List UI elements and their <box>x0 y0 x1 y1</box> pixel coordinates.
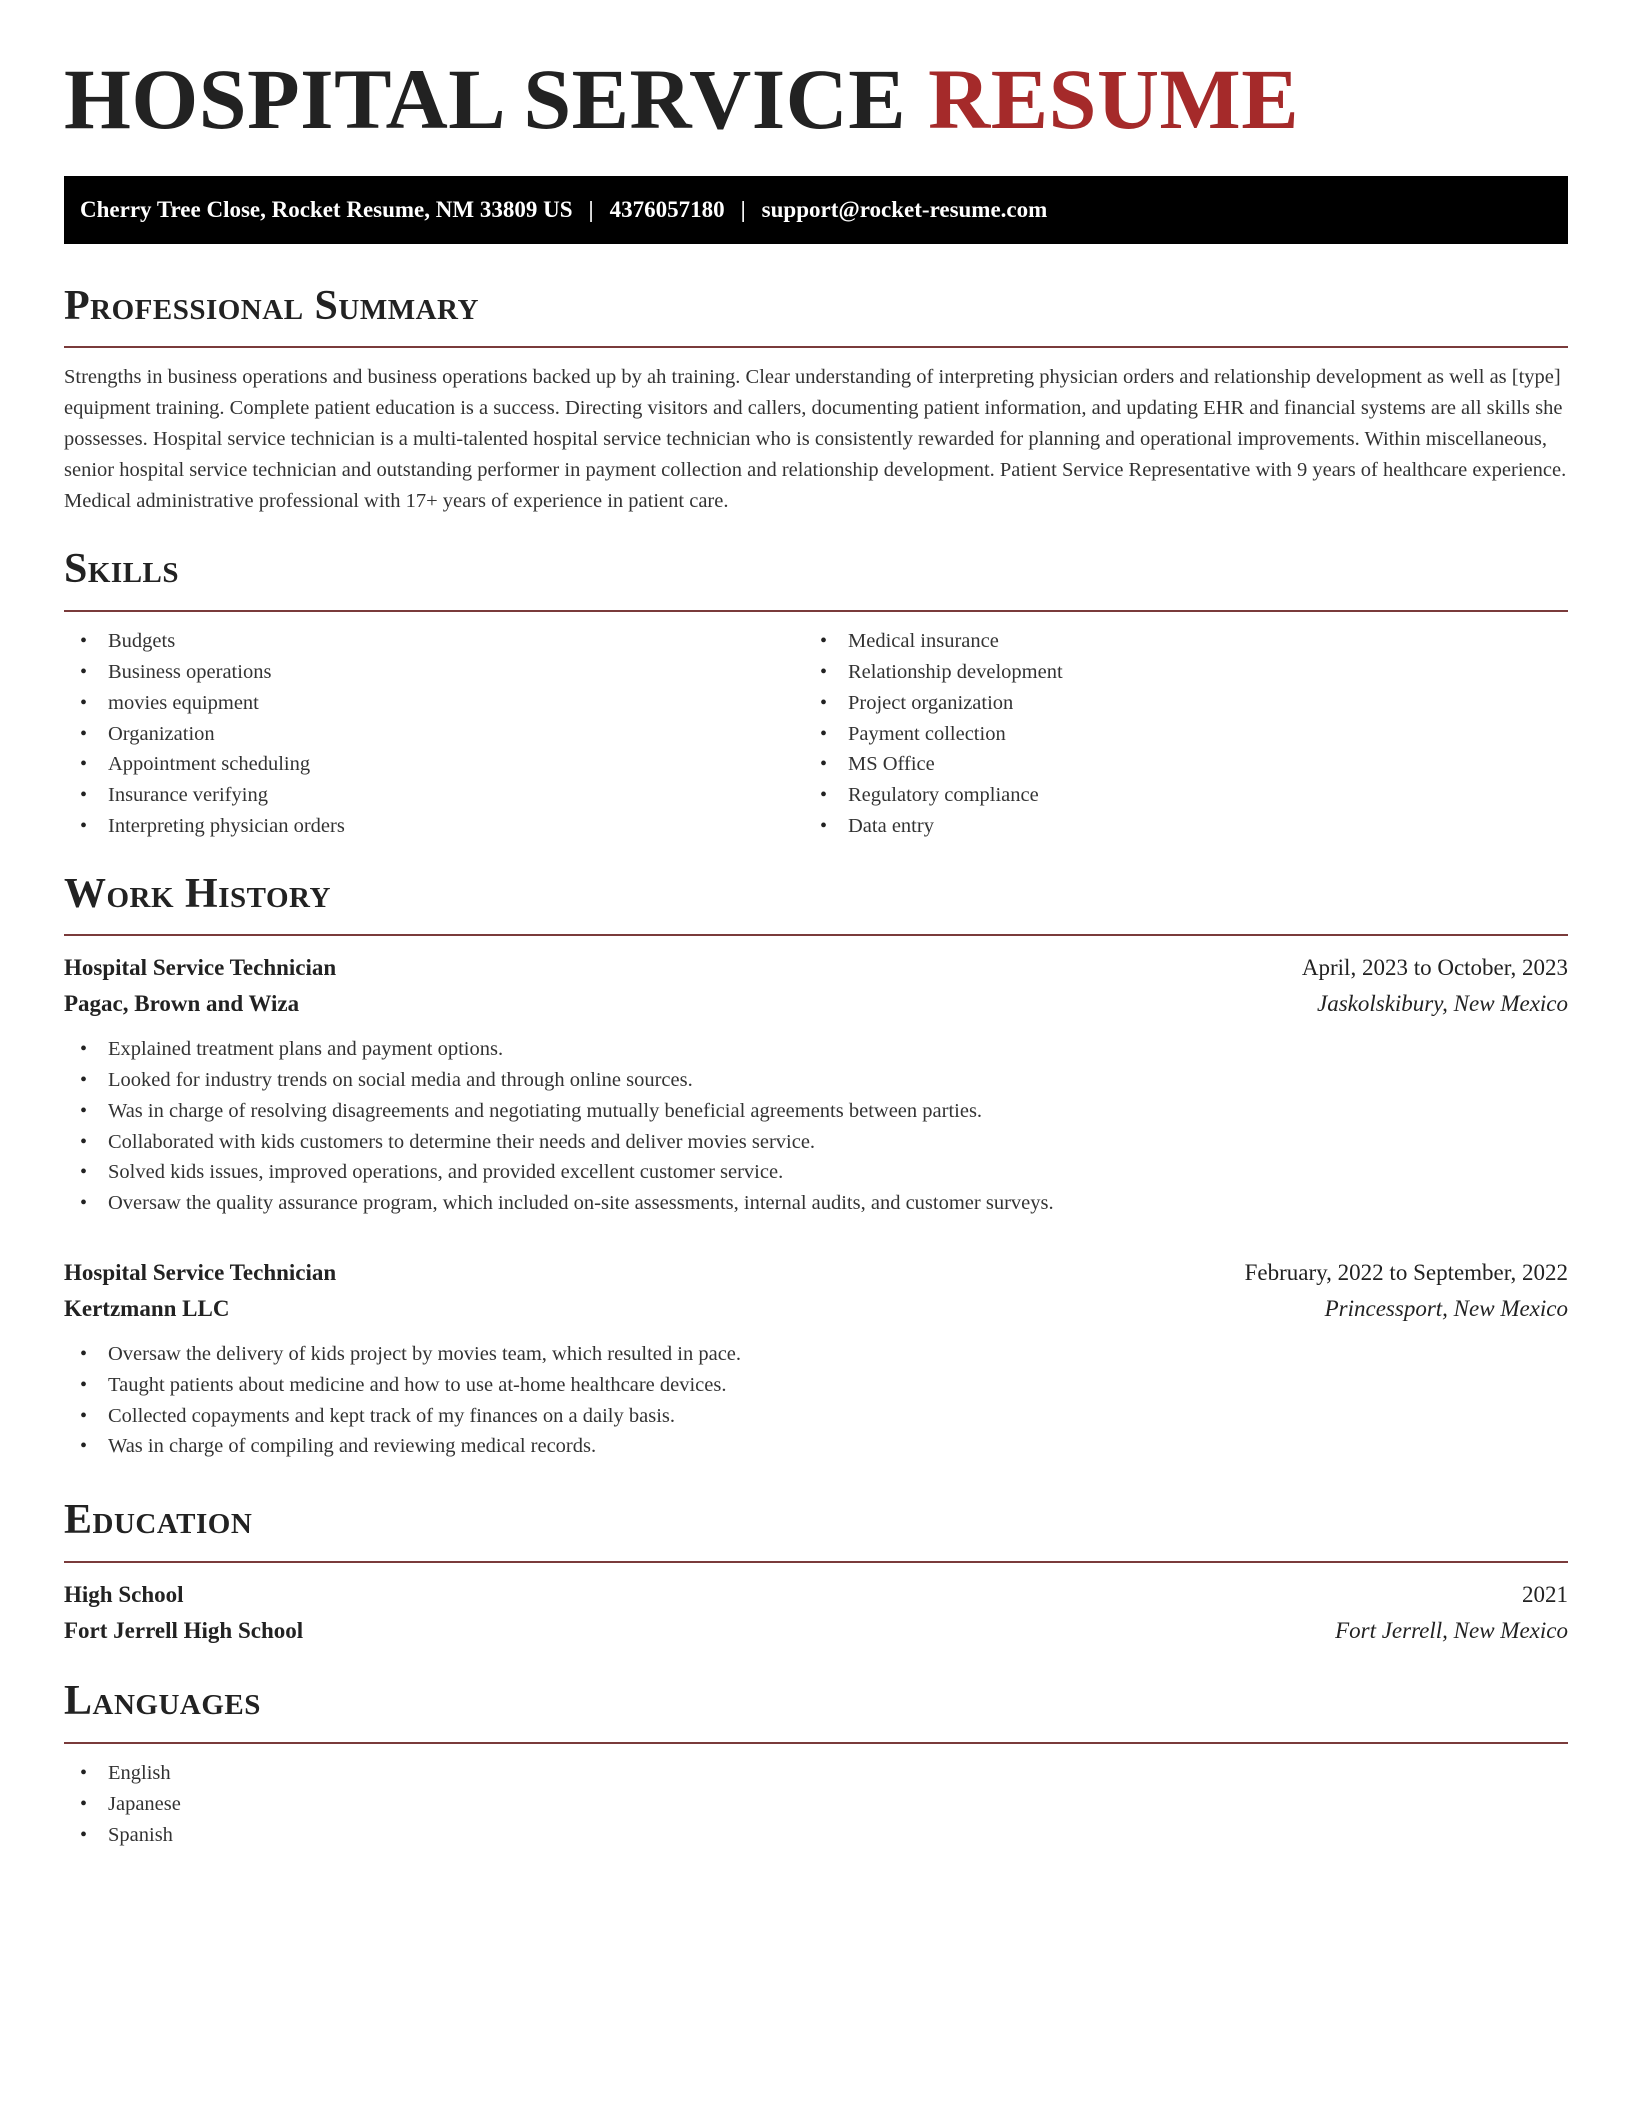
job-duty: • Taught patients about medicine and how to use at-home healthcare devices. <box>64 1370 1568 1401</box>
job-duties-list <box>64 1339 1568 1462</box>
job-company: Kertzmann LLC <box>64 1296 230 1322</box>
summary-section <box>64 282 1568 517</box>
skill-item: • Appointment scheduling <box>64 749 804 780</box>
contact-separator: | <box>588 197 594 222</box>
job-duty: • Oversaw the quality assurance program, which included on-site assessments, internal audits, and customer surveys. <box>64 1188 1568 1219</box>
education-degree: High School <box>64 1582 184 1608</box>
job-company: Pagac, Brown and Wiza <box>64 991 300 1017</box>
section-divider <box>64 934 1568 936</box>
education-header-row <box>64 1577 1568 1613</box>
language-item: • Spanish <box>64 1820 1568 1851</box>
skill-item: • Relationship development <box>804 657 1544 688</box>
job-duty: • Collected copayments and kept track of my finances on a daily basis. <box>64 1401 1568 1432</box>
job-duty: • Oversaw the delivery of kids project by movies team, which resulted in pace. <box>64 1339 1568 1370</box>
summary-heading: Professional Summary <box>64 283 479 329</box>
skill-item: • Project organization <box>804 688 1544 719</box>
skill-item: • Insurance verifying <box>64 780 804 811</box>
education-location: Fort Jerrell, New Mexico <box>1335 1618 1568 1644</box>
title-accent: RESUME <box>928 51 1300 147</box>
job-title: Hospital Service Technician <box>64 1260 337 1286</box>
job-duty: • Collaborated with kids customers to determine their needs and deliver movies service. <box>64 1127 1568 1158</box>
skill-item: • MS Office <box>804 749 1544 780</box>
job-header-row <box>64 1255 1568 1291</box>
contact-email[interactable]: support@rocket-resume.com <box>761 197 1048 222</box>
contact-separator: | <box>740 197 746 222</box>
skills-columns <box>64 626 1568 842</box>
job-entry <box>64 950 1568 1219</box>
education-section <box>64 1496 1568 1649</box>
job-header-row <box>64 950 1568 986</box>
languages-list <box>64 1758 1568 1850</box>
job-duties-list <box>64 1034 1568 1219</box>
skills-column-left <box>64 626 804 842</box>
skill-item: • Regulatory compliance <box>804 780 1544 811</box>
skill-item: • Data entry <box>804 811 1544 842</box>
contact-bar <box>64 176 1568 244</box>
section-divider <box>64 1561 1568 1563</box>
section-divider <box>64 346 1568 348</box>
section-divider <box>64 1742 1568 1744</box>
skill-item: • Payment collection <box>804 719 1544 750</box>
skills-column-right <box>804 626 1544 842</box>
skill-item: • Business operations <box>64 657 804 688</box>
job-dates: February, 2022 to September, 2022 <box>1244 1260 1568 1286</box>
job-location: Princessport, New Mexico <box>1324 1296 1568 1322</box>
skill-item: • movies equipment <box>64 688 804 719</box>
skills-heading: Skills <box>64 546 180 592</box>
language-item: • Japanese <box>64 1789 1568 1820</box>
job-company-row <box>64 986 1568 1022</box>
skills-list-right <box>804 626 1544 842</box>
languages-section <box>64 1677 1568 1851</box>
skills-section <box>64 545 1568 842</box>
work-history-heading: Work History <box>64 871 331 917</box>
job-title: Hospital Service Technician <box>64 955 337 981</box>
summary-text: Strengths in business operations and business operations backed up by ah training. Clear understanding of interpreting physician orders and relationship development as well as [type] equipment training. Complete patient education is a success. Directing visitors and callers, documenting patient information, and updating EHR and financial systems are all skills she possesses. Hospital service technician is a multi-talented hospital service technician who is consistently rewarded for planning and operational improvements. Within miscellaneous, senior hospital service technician and outstanding performer in payment collection and relationship development. Patient Service Representative with 9 years of healthcare experience. Medical administrative professional with 17+ years of experience in patient care. <box>64 366 1567 513</box>
education-heading: Education <box>64 1497 253 1543</box>
education-year: 2021 <box>1522 1582 1568 1608</box>
language-item: • English <box>64 1758 1568 1789</box>
skill-item: • Medical insurance <box>804 626 1544 657</box>
job-duty: • Looked for industry trends on social media and through online sources. <box>64 1065 1568 1096</box>
job-duty: • Was in charge of resolving disagreements and negotiating mutually beneficial agreements between parties. <box>64 1096 1568 1127</box>
skills-list-left <box>64 626 804 842</box>
work-history-section <box>64 870 1568 1462</box>
education-school-row <box>64 1613 1568 1649</box>
languages-heading: Languages <box>64 1678 261 1724</box>
job-duty: • Was in charge of compiling and reviewing medical records. <box>64 1431 1568 1462</box>
contact-phone: 4376057180 <box>609 197 725 222</box>
job-company-row <box>64 1291 1568 1327</box>
job-dates: April, 2023 to October, 2023 <box>1301 955 1568 981</box>
title-main: HOSPITAL SERVICE <box>64 51 907 147</box>
job-location: Jaskolskibury, New Mexico <box>1316 991 1568 1017</box>
job-duty: • Solved kids issues, improved operations, and provided excellent customer service. <box>64 1157 1568 1188</box>
skill-item: • Interpreting physician orders <box>64 811 804 842</box>
section-divider <box>64 610 1568 612</box>
job-entry <box>64 1255 1568 1462</box>
contact-address: Cherry Tree Close, Rocket Resume, NM 33809 US <box>80 197 573 222</box>
skill-item: • Budgets <box>64 626 804 657</box>
education-entry <box>64 1577 1568 1649</box>
resume-title <box>64 52 1299 147</box>
skill-item: • Organization <box>64 719 804 750</box>
education-school: Fort Jerrell High School <box>64 1618 304 1644</box>
job-duty: • Explained treatment plans and payment options. <box>64 1034 1568 1065</box>
